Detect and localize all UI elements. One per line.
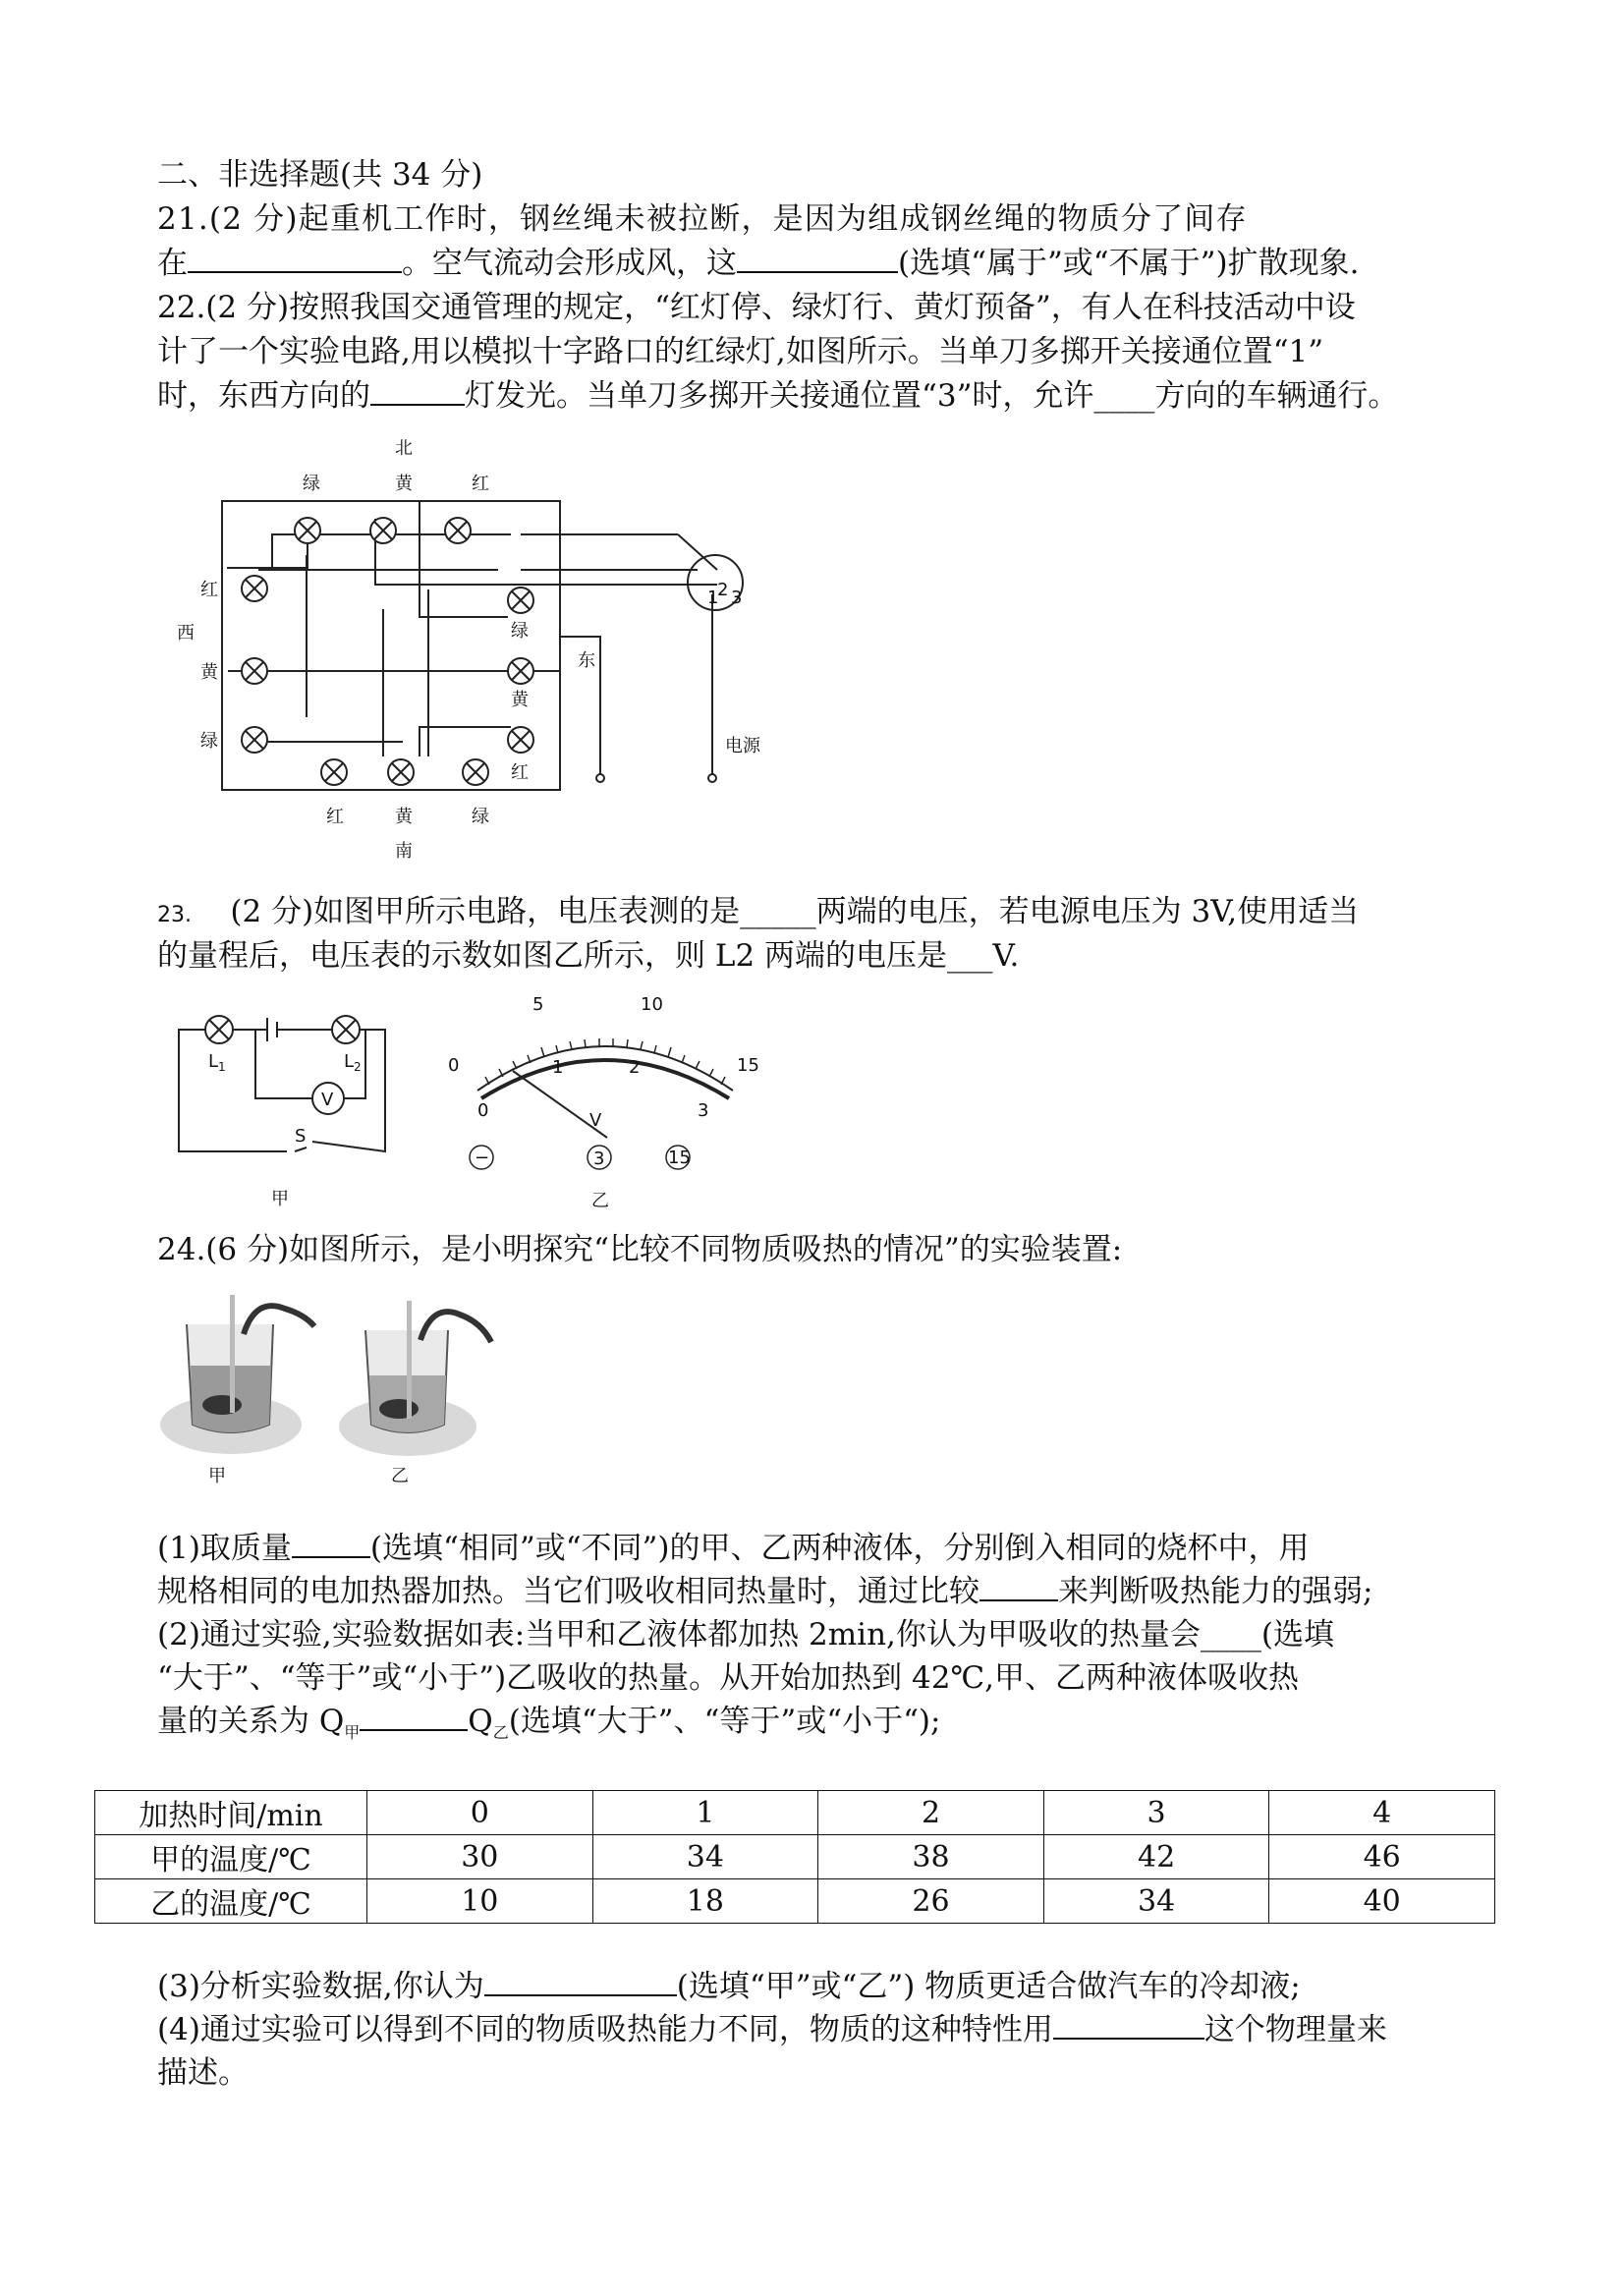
q24-p2-sub-jia: 甲 — [344, 1723, 361, 1743]
table-cell: 34 — [592, 1835, 818, 1879]
row-head-yi: 乙的温度/℃ — [95, 1879, 367, 1924]
lamp-icon-east-yellow — [508, 658, 533, 684]
label-east-yellow: 黄 — [511, 690, 529, 710]
label-switch: S — [295, 1126, 307, 1147]
label-l2: $L_2$ — [344, 1051, 362, 1074]
switch-label-3: 3 — [731, 588, 743, 608]
table-cell: 2 — [818, 1791, 1044, 1835]
lamp-icon-l1 — [205, 1016, 233, 1043]
table-cell: 26 — [818, 1879, 1044, 1924]
q24-p2-text-a: 量的关系为 Q — [157, 1704, 345, 1739]
q24-p2-line2: “大于”、“等于”或“小于”)乙吸收的热量。从开始加热到 42℃,甲、乙两种液体吸收热 — [157, 1660, 1300, 1696]
q22-line2: 计了一个实验电路,用以模拟十字路口的红绿灯,如图所示。当单刀多掷开关接通位置“1” — [157, 334, 1324, 369]
table-row — [95, 1879, 1495, 1924]
q24-p2-text-c: (选填“大于”、“等于”或“小于“); — [508, 1704, 941, 1739]
table-row — [95, 1791, 1495, 1835]
q24-p4 — [157, 2008, 1387, 2051]
table-cell: 42 — [1043, 1835, 1269, 1879]
caption-beaker-yi: 乙 — [391, 1466, 409, 1486]
lamp-icon-west-red — [242, 576, 267, 601]
table-cell: 30 — [367, 1835, 593, 1879]
lamp-icon-l2 — [332, 1016, 360, 1043]
beaker-jia — [160, 1295, 314, 1454]
lamp-icon-north-red — [445, 518, 471, 543]
lamp-icon-east-red — [508, 727, 533, 753]
q24-p3 — [157, 1965, 1301, 2008]
q24-blank-2[interactable] — [979, 1570, 1058, 1601]
q21-blank-1[interactable] — [188, 242, 402, 273]
lower-tick-1: 1 — [552, 1057, 564, 1078]
lamp-icon-north-yellow — [370, 518, 396, 543]
label-west-yellow: 黄 — [200, 662, 218, 683]
q22-blank-1[interactable] — [370, 374, 465, 406]
terminal-3: 3 — [593, 1148, 605, 1169]
table-cell: 4 — [1269, 1791, 1495, 1835]
table-cell: 34 — [1043, 1879, 1269, 1924]
q24-p1-line1 — [157, 1527, 1310, 1570]
q22-line1: 22.(2 分)按照我国交通管理的规定，“红灯停、绿灯行、黄灯预备”，有人在科技活动中设 — [157, 290, 1356, 325]
label-west-green: 绿 — [200, 731, 218, 752]
q21-text-a: 在 — [157, 246, 188, 281]
q21-blank-2[interactable] — [737, 242, 898, 273]
terminal-negative: − — [475, 1148, 490, 1168]
q23-text-1: (2 分)如图甲所示电路，电压表测的是_____两端的电压，若电源电压为 3V,使用适当 — [230, 894, 1360, 929]
row-head-time: 加热时间/min — [95, 1791, 367, 1835]
lamp-icon-west-yellow — [242, 658, 267, 684]
q23-line1 — [157, 890, 1359, 937]
q21-text-b: 。空气流动会形成风，这 — [402, 246, 737, 281]
table-row — [95, 1835, 1495, 1879]
table-cell: 46 — [1269, 1835, 1495, 1879]
q24-p4-text-a: (4)通过实验可以得到不同的物质吸热能力不同，物质的这种特性用 — [157, 2012, 1053, 2047]
label-east-red: 红 — [511, 762, 529, 783]
label-north: 北 — [395, 438, 413, 459]
q21-line1: 21.(2 分)起重机工作时，钢丝绳未被拉断，是因为组成钢丝绳的物质分了间存 — [157, 201, 1248, 237]
temperature-table — [94, 1790, 1495, 1924]
q24-p3-text-b: (选填“甲”或“乙”) 物质更适合做汽车的冷却液; — [676, 1969, 1301, 2004]
q23-number: 23. — [157, 903, 192, 927]
section-title: 二、非选择题(共 34 分) — [157, 157, 483, 193]
lamp-icon-south-red — [321, 759, 347, 785]
caption-jia: 甲 — [271, 1189, 289, 1209]
q23-text-2a: 的量程后，电压表的示数如图乙所示，则 L2 两端的电压是 — [157, 938, 948, 974]
q24-blank-4[interactable] — [484, 1965, 677, 1996]
voltmeter-dial — [438, 982, 772, 1218]
label-east-green: 绿 — [511, 621, 529, 642]
caption-yi: 乙 — [591, 1191, 609, 1211]
table-cell: 10 — [367, 1879, 593, 1924]
upper-tick-15: 15 — [737, 1055, 759, 1076]
q21-text-c: (选填“属于”或“不属于”)扩散现象. — [898, 246, 1360, 281]
label-north-red: 红 — [472, 474, 489, 494]
traffic-light-circuit-diagram — [177, 432, 835, 865]
label-south-red: 红 — [326, 807, 344, 827]
lamp-icon-north-green — [295, 518, 320, 543]
q24-p2-line1: (2)通过实验,实验数据如表:当甲和乙液体都加热 2min,你认为甲吸收的热量会____(选填 — [157, 1617, 1335, 1652]
q24-p1-text-b: (选填“相同”或“不同”)的甲、乙两种液体，分别倒入相同的烧杯中，用 — [369, 1531, 1310, 1566]
q22-text-b: 灯发光。当单刀多掷开关接通位置“3”时，允许____方向的车辆通行。 — [465, 378, 1399, 414]
q23-text-2b: ___V. — [947, 938, 1020, 974]
q24-p4-line2: 描述。 — [157, 2055, 249, 2091]
beaker-heating-apparatus — [157, 1287, 531, 1493]
lower-tick-0: 0 — [477, 1100, 489, 1121]
label-south-yellow: 黄 — [395, 807, 413, 827]
q24-p2-line3 — [157, 1700, 940, 1755]
q24-blank-5[interactable] — [1053, 2008, 1204, 2040]
q24-p1-text-c: 规格相同的电加热器加热。当它们吸收相同热量时，通过比较 — [157, 1574, 979, 1609]
table-cell: 0 — [367, 1791, 593, 1835]
voltmeter-label: V — [321, 1090, 334, 1110]
table-cell: 18 — [592, 1879, 818, 1924]
caption-beaker-jia: 甲 — [208, 1466, 226, 1486]
label-west: 西 — [177, 623, 195, 644]
row-head-jia: 甲的温度/℃ — [95, 1835, 367, 1879]
lamp-icon-south-green — [463, 759, 488, 785]
label-south-green: 绿 — [472, 807, 489, 827]
q24-p4-text-b: 这个物理量来 — [1203, 2012, 1387, 2047]
label-west-red: 红 — [200, 580, 218, 600]
q24-p1-text-d: 来判断吸热能力的强弱; — [1058, 1574, 1373, 1609]
switch-label-2: 2 — [717, 580, 729, 600]
table-cell: 3 — [1043, 1791, 1269, 1835]
table-cell: 38 — [818, 1835, 1044, 1879]
label-north-green: 绿 — [303, 474, 320, 494]
terminal-15: 15 — [668, 1148, 691, 1168]
lamp-icon-south-yellow — [388, 759, 414, 785]
q24-p2-sub-yi: 乙 — [492, 1723, 509, 1743]
q24-p3-text-a: (3)分析实验数据,你认为 — [157, 1969, 484, 2004]
label-north-yellow: 黄 — [395, 474, 413, 494]
switch-label-1: 1 — [707, 588, 719, 608]
lower-tick-2: 2 — [629, 1057, 641, 1078]
table-cell: 40 — [1269, 1879, 1495, 1924]
upper-tick-10: 10 — [641, 994, 663, 1015]
q24-p1-text-a: (1)取质量 — [157, 1531, 292, 1566]
q24-p1-line2 — [157, 1570, 1372, 1613]
beaker-yi — [339, 1301, 491, 1456]
q24-p2-text-b: Q — [468, 1704, 493, 1739]
lamp-icon-east-green — [508, 588, 533, 613]
label-l1: $L_1$ — [208, 1051, 226, 1074]
q24-blank-1[interactable] — [292, 1527, 370, 1558]
series-circuit-diagram — [169, 994, 405, 1220]
lamp-icons — [242, 518, 533, 785]
lower-tick-3: 3 — [698, 1100, 709, 1121]
lamp-icon-west-green — [242, 727, 267, 753]
q23-line2 — [157, 934, 1019, 978]
label-south: 南 — [395, 841, 413, 862]
q22-text-a: 时，东西方向的 — [157, 378, 370, 414]
q24-blank-3[interactable] — [360, 1700, 468, 1731]
upper-tick-0: 0 — [448, 1055, 460, 1076]
dial-unit: V — [589, 1110, 602, 1131]
label-east: 东 — [578, 650, 595, 671]
table-cell: 1 — [592, 1791, 818, 1835]
q24-line1: 24.(6 分)如图所示，是小明探究“比较不同物质吸热的情况”的实验装置: — [157, 1232, 1123, 1267]
q21-line2 — [157, 242, 1359, 285]
label-power: 电源 — [725, 736, 760, 756]
q22-line3 — [157, 374, 1398, 418]
upper-tick-5: 5 — [532, 994, 544, 1015]
